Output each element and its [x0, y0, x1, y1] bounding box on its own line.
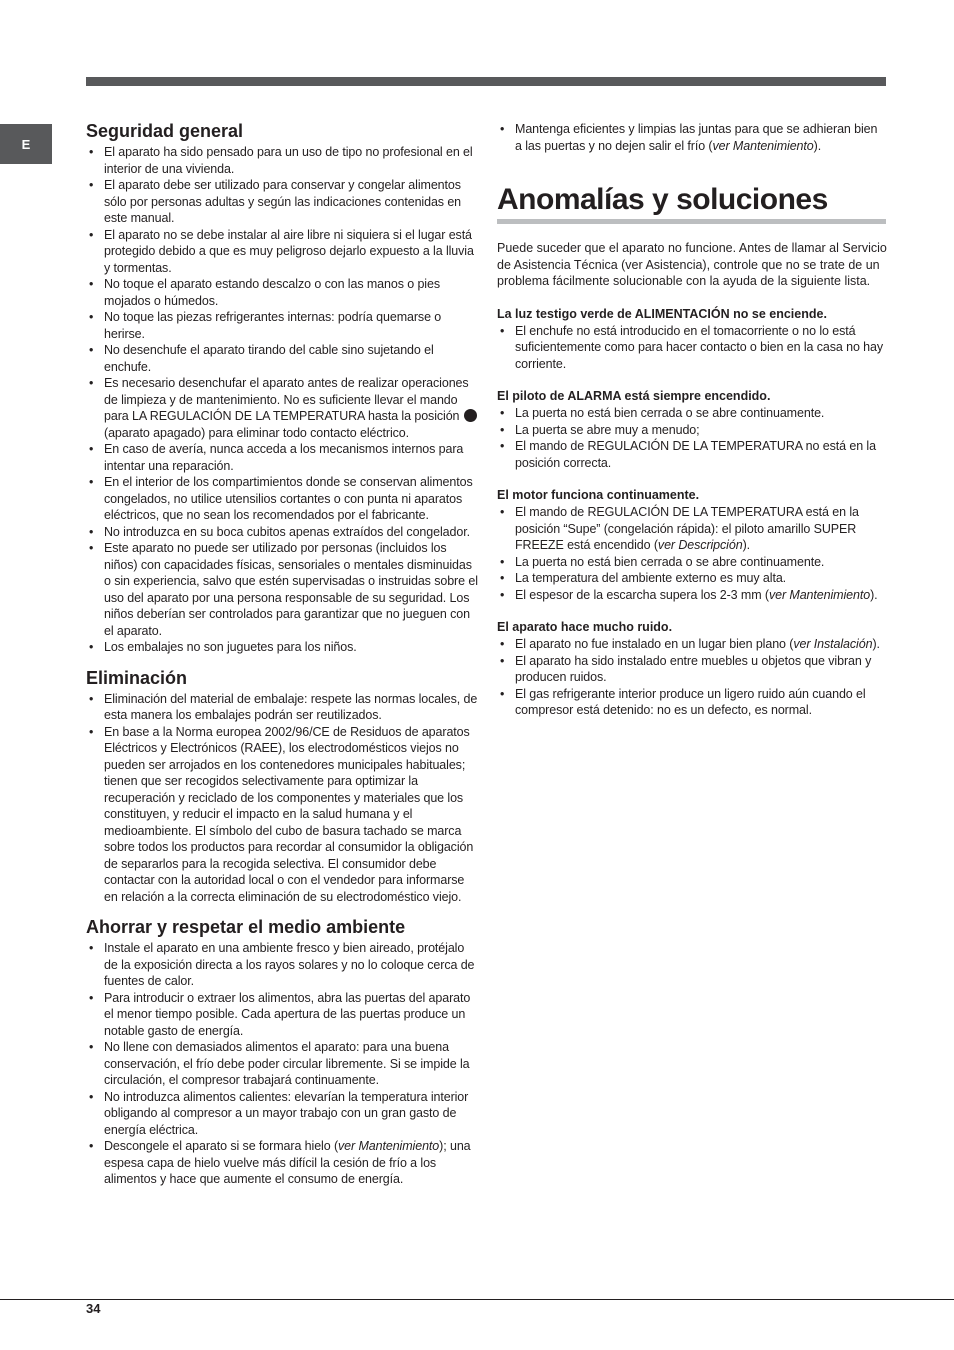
item-text: El espesor de la escarcha supera los 2-3 mm (	[515, 587, 769, 602]
header-rule	[86, 77, 886, 86]
problem-title: El piloto de ALARMA está siempre encendido.	[497, 389, 771, 403]
language-label: E	[21, 136, 31, 152]
footer-rule	[0, 1299, 954, 1300]
bullet-list	[497, 323, 887, 373]
item-text: ).	[813, 138, 822, 153]
item-text: El aparato no fue instalado en un lugar bien plano (	[515, 637, 794, 651]
item-text: ).	[742, 538, 750, 552]
section-title: Eliminación	[86, 667, 188, 688]
problem-title: El aparato hace mucho ruido.	[497, 620, 673, 634]
bullet-list	[86, 144, 478, 656]
list-item	[497, 587, 887, 604]
intro-paragraph: Puede suceder que el aparato no funcione. Antes de llamar al Servicio de Asistencia Técnica (ver Asistencia), controle que no se trate de un problema fácilmente solucionable con la ayuda de la siguiente lista.	[497, 241, 887, 288]
item-text: ); una espesa capa de hielo vuelve más difícil la cesión de frío a los alimentos y hace que aumente el consumo de energía.	[104, 1139, 471, 1186]
list-item: • No introduzca en su boca cubitos apenas extraídos del congelador.	[86, 524, 478, 541]
section-title: Seguridad general	[86, 121, 244, 141]
list-item: • El aparato ha sido pensado para un uso de tipo no profesional en el interior de una vivienda.	[86, 144, 478, 177]
language-tab	[0, 124, 52, 164]
left-column	[86, 121, 478, 1188]
item-text: Es necesario desenchufar el aparato antes de realizar operaciones de limpieza y de mantenimiento. No es suficiente llevar el mando para LA REGULACIÓN DE LA TEMPERATURA hasta la posición	[104, 376, 469, 423]
list-item: • El aparato no se debe instalar al aire libre ni siquiera si el lugar está protegido debido a que es muy peligroso dejarlo expuesto a la lluvia y tormentas.	[86, 227, 478, 277]
item-text: El mando de REGULACIÓN DE LA TEMPERATURA está en la posición “Supe” (congelación rápida): el piloto amarillo SUPER FREEZE está encendido (	[515, 505, 859, 552]
bullet-list	[86, 940, 478, 1188]
list-item: • La temperatura del ambiente externo es muy alta.	[497, 570, 887, 587]
page-number: 34	[86, 1301, 101, 1316]
list-item: • El mando de REGULACIÓN DE LA TEMPERATURA no está en la posición correcta.	[497, 438, 887, 471]
section-ahorrar	[86, 917, 478, 1188]
bullet-list	[497, 121, 887, 154]
cross-reference: ver Mantenimiento	[768, 587, 871, 602]
cross-reference: ver Mantenimiento	[712, 138, 814, 153]
item-text: ).	[872, 637, 880, 651]
problem-title: La luz testigo verde de ALIMENTACIÓN no se enciende.	[497, 306, 827, 321]
bullet-list	[497, 636, 887, 719]
list-item: • Para introducir o extraer los alimentos, abra las puertas del aparato el menor tiempo posible. Cada apertura de las puertas produce un notable gasto de energía.	[86, 990, 478, 1040]
right-column	[497, 121, 887, 719]
list-item: • No introduzca alimentos calientes: elevarían la temperatura interior obligando al compresor a un mayor trabajo con un gran gasto de energía eléctrica.	[86, 1089, 478, 1139]
list-item: • No toque el aparato estando descalzo o con las manos o pies mojados o húmedos.	[86, 276, 478, 309]
list-item	[497, 504, 887, 554]
list-item: • No desenchufe el aparato tirando del cable sino sujetando el enchufe.	[86, 342, 478, 375]
item-text: ).	[870, 587, 878, 602]
list-item	[86, 375, 478, 441]
section-eliminacion	[86, 668, 478, 906]
cross-reference: ver Mantenimiento	[338, 1139, 440, 1153]
list-item: • Este aparato no puede ser utilizado por personas (incluidos los niños) con capacidades físicas, sensoriales o mentales disminuidas o sin experiencia, salvo que estén supervisadas o instruidas sobre el uso del aparato por una persona responsable de su seguridad. Los niños deberían ser controlados para garantizar que no jueguen con el aparato.	[86, 540, 478, 639]
bullet-list	[497, 405, 887, 471]
cross-reference: ver Instalación	[793, 637, 873, 651]
cross-reference: ver Descripción	[657, 538, 743, 552]
section-title: Ahorrar y respetar el medio ambiente	[86, 917, 406, 937]
title-underline	[497, 219, 886, 224]
list-item: • En el interior de los compartimientos donde se conservan alimentos congelados, no utilice utensilios cortantes o con punta ni aparatos eléctricos, que no sean los recomendados por el fabricante.	[86, 474, 478, 524]
bullet-list	[86, 691, 478, 906]
problem-title: El motor funciona continuamente.	[497, 488, 700, 502]
list-item: • Eliminación del material de embalaje: respete las normas locales, de esta manera los embalajes podrán ser reutilizados.	[86, 691, 478, 724]
list-item: • La puerta se abre muy a menudo;	[497, 422, 887, 439]
list-item	[86, 1138, 478, 1188]
list-item: • El aparato debe ser utilizado para conservar y congelar alimentos sólo por personas adultas y según las indicaciones contenidas en este manual.	[86, 177, 478, 227]
list-item	[497, 121, 887, 154]
item-text: Descongele el aparato si se formara hielo (	[104, 1139, 339, 1153]
list-item: • No toque las piezas refrigerantes internas: podría quemarse o herirse.	[86, 309, 478, 342]
list-item: • Instale el aparato en una ambiente fresco y bien aireado, protéjalo de la exposición directa a los rayos solares y no lo coloque cerca de fuentes de calor.	[86, 940, 478, 990]
list-item	[497, 636, 887, 653]
off-position-icon	[464, 409, 477, 422]
list-item: • El enchufe no está introducido en el tomacorriente o no lo está suficientemente como para hacer contacto o bien en la casa no hay corriente.	[497, 323, 887, 373]
bullet-list	[497, 504, 887, 603]
list-item: • Los embalajes no son juguetes para los niños.	[86, 639, 478, 656]
list-item: • En caso de avería, nunca acceda a los mecanismos internos para intentar una reparación.	[86, 441, 478, 474]
item-text: (aparato apagado) para eliminar todo contacto eléctrico.	[104, 425, 410, 440]
section-seguridad	[86, 121, 478, 656]
list-item: • En base a la Norma europea 2002/96/CE de Residuos de aparatos Eléctricos y Electrónicos (RAEE), los electrodomésticos viejos no pueden ser arrojados en los contenedores municipales habituales; tienen que ser recogidos selectivamente para optimizar la recuperación y reciclado de los componentes y materiales que los constituyen, y reducir el impacto en la salud humana y el medioambiente. El símbolo del cubo de basura tachado se marca sobre todos los productos para recordar al consumidor la obligación de separarlos para la recogida selectiva. El consumidor debe contactar con la autoridad local o con el vendedor para informarse en relación a la correcta eliminación de su electrodoméstico viejo.	[86, 724, 478, 906]
page-title: Anomalías y soluciones	[497, 183, 828, 216]
list-item: • El gas refrigerante interior produce un ligero ruido aún cuando el compresor está detenido: no es un defecto, es normal.	[497, 686, 887, 719]
item-text: Mantenga eficientes y limpias las juntas para que se adhieran bien a las puertas y no dejen salir el frío (	[515, 122, 878, 153]
list-item: • La puerta no está bien cerrada o se abre continuamente.	[497, 554, 887, 571]
list-item: • La puerta no está bien cerrada o se abre continuamente.	[497, 405, 887, 422]
list-item: • No llene con demasiados alimentos el aparato: para una buena conservación, el frío debe poder circular libremente. Si se impide la circulación, el compresor trabajará continuamente.	[86, 1039, 478, 1089]
list-item: • El aparato ha sido instalado entre muebles u objetos que vibran y producen ruidos.	[497, 653, 887, 686]
